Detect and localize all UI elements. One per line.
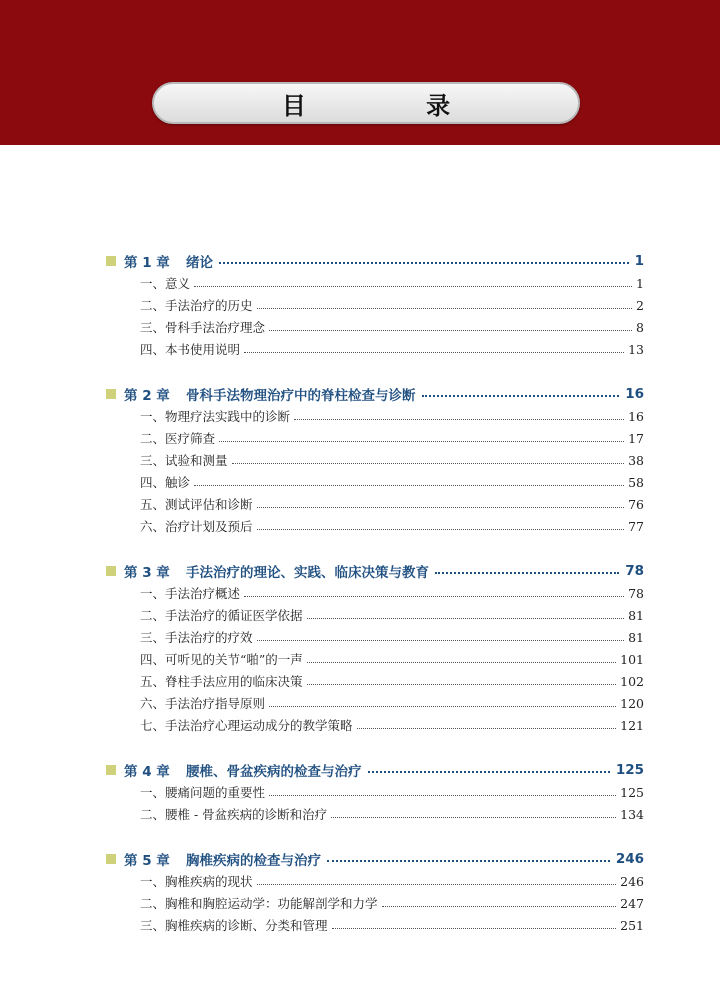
section-title: 一、手法治疗概述 xyxy=(140,586,241,601)
chapter-page-number: 16 xyxy=(625,386,644,402)
section-entry[interactable] xyxy=(88,648,644,670)
section-page-number: 17 xyxy=(628,430,644,446)
section-title: 二、手法治疗的历史 xyxy=(140,298,253,313)
dot-leader xyxy=(332,928,617,929)
section-entry[interactable] xyxy=(88,471,644,493)
section-entry[interactable] xyxy=(88,803,644,825)
chapter-title: 骨科手法物理治疗中的脊柱检查与诊断 xyxy=(186,388,416,404)
section-entry[interactable] xyxy=(88,493,644,515)
section-page-number: 81 xyxy=(628,629,644,645)
section-page-number: 1 xyxy=(636,275,644,291)
section-entry[interactable] xyxy=(88,870,644,892)
section-page-number: 77 xyxy=(628,518,644,534)
section-title: 四、触诊 xyxy=(140,475,191,490)
section-entry[interactable] xyxy=(88,338,644,360)
section-title: 三、手法治疗的疗效 xyxy=(140,630,253,645)
section-entry[interactable] xyxy=(88,449,644,471)
section-title: 二、手法治疗的循证医学依据 xyxy=(140,608,303,623)
section-entry[interactable] xyxy=(88,914,644,936)
section-page-number: 246 xyxy=(620,873,644,889)
chapter-page-number: 1 xyxy=(634,253,644,269)
section-entry[interactable] xyxy=(88,294,644,316)
section-page-number: 101 xyxy=(620,651,644,667)
chapter-entry[interactable] xyxy=(88,250,644,272)
chapter-entry[interactable] xyxy=(88,848,644,870)
dot-leader xyxy=(219,441,624,442)
chapter-entry[interactable] xyxy=(88,759,644,781)
chapter-bullet-icon xyxy=(106,389,116,399)
section-title: 六、手法治疗指导原则 xyxy=(140,696,266,711)
chapter-title: 绪论 xyxy=(186,255,213,271)
section-title: 四、本书使用说明 xyxy=(140,342,241,357)
dot-leader xyxy=(232,463,625,464)
dot-leader xyxy=(435,572,619,574)
section-page-number: 78 xyxy=(628,585,644,601)
section-entry[interactable] xyxy=(88,582,644,604)
dot-leader xyxy=(219,262,629,264)
title-banner xyxy=(152,82,580,124)
section-title: 二、腰椎 - 骨盆疾病的诊断和治疗 xyxy=(140,807,328,822)
dot-leader xyxy=(257,640,625,641)
dot-leader xyxy=(257,308,633,309)
section-title: 一、意义 xyxy=(140,276,191,291)
section-page-number: 81 xyxy=(628,607,644,623)
chapter-number: 第 4 章 xyxy=(124,764,170,780)
chapter-bullet-icon xyxy=(106,854,116,864)
section-page-number: 125 xyxy=(620,784,644,800)
section-page-number: 121 xyxy=(620,717,644,733)
section-title: 四、可听见的关节“啪”的一声 xyxy=(140,652,303,667)
chapter-title: 手法治疗的理论、实践、临床决策与教育 xyxy=(186,565,429,581)
section-entry[interactable] xyxy=(88,405,644,427)
section-entry[interactable] xyxy=(88,714,644,736)
chapter-gap xyxy=(88,825,644,848)
dot-leader xyxy=(422,395,620,397)
section-page-number: 58 xyxy=(628,474,644,490)
dot-leader xyxy=(327,860,610,862)
section-entry[interactable] xyxy=(88,272,644,294)
chapter-page-number: 78 xyxy=(625,563,644,579)
section-entry[interactable] xyxy=(88,781,644,803)
chapter-page-number: 125 xyxy=(615,762,644,778)
dot-leader xyxy=(194,286,632,287)
section-entry[interactable] xyxy=(88,670,644,692)
section-page-number: 251 xyxy=(620,917,644,933)
dot-leader xyxy=(244,352,624,353)
section-title: 三、胸椎疾病的诊断、分类和管理 xyxy=(140,918,328,933)
section-entry[interactable] xyxy=(88,515,644,537)
dot-leader xyxy=(269,795,616,796)
section-page-number: 2 xyxy=(636,297,644,313)
section-page-number: 13 xyxy=(628,341,644,357)
section-page-number: 16 xyxy=(628,408,644,424)
chapter-bullet-icon xyxy=(106,256,116,266)
section-title: 六、治疗计划及预后 xyxy=(140,519,253,534)
chapter-gap xyxy=(88,736,644,759)
section-title: 二、医疗筛查 xyxy=(140,431,216,446)
table-of-contents xyxy=(88,250,644,936)
section-page-number: 76 xyxy=(628,496,644,512)
chapter-entry[interactable] xyxy=(88,383,644,405)
section-page-number: 8 xyxy=(636,319,644,335)
dot-leader xyxy=(244,596,624,597)
section-entry[interactable] xyxy=(88,427,644,449)
section-title: 五、测试评估和诊断 xyxy=(140,497,253,512)
dot-leader xyxy=(194,485,624,486)
dot-leader xyxy=(307,662,616,663)
dot-leader xyxy=(357,728,617,729)
section-entry[interactable] xyxy=(88,692,644,714)
chapter-entry[interactable] xyxy=(88,560,644,582)
chapter-number: 第 1 章 xyxy=(124,255,170,271)
chapter-gap xyxy=(88,537,644,560)
dot-leader xyxy=(307,684,617,685)
chapter-number: 第 2 章 xyxy=(124,388,170,404)
dot-leader xyxy=(269,706,616,707)
section-title: 五、脊柱手法应用的临床决策 xyxy=(140,674,303,689)
dot-leader xyxy=(331,817,616,818)
section-title: 一、胸椎疾病的现状 xyxy=(140,874,253,889)
section-title: 七、手法治疗心理运动成分的教学策略 xyxy=(140,718,353,733)
section-title: 一、物理疗法实践中的诊断 xyxy=(140,409,291,424)
chapter-page-number: 246 xyxy=(615,851,644,867)
chapter-gap xyxy=(88,360,644,383)
section-entry[interactable] xyxy=(88,892,644,914)
section-title: 二、胸椎和胸腔运动学：功能解剖学和力学 xyxy=(140,896,378,911)
section-entry[interactable] xyxy=(88,604,644,626)
dot-leader xyxy=(382,906,617,907)
chapter-number: 第 5 章 xyxy=(124,853,170,869)
dot-leader xyxy=(307,618,625,619)
section-title: 三、试验和测量 xyxy=(140,453,228,468)
dot-leader xyxy=(269,330,632,331)
section-page-number: 120 xyxy=(620,695,644,711)
page-title: 目 录 xyxy=(281,91,507,120)
section-entry[interactable] xyxy=(88,626,644,648)
section-title: 三、骨科手法治疗理念 xyxy=(140,320,266,335)
chapter-number: 第 3 章 xyxy=(124,565,170,581)
section-page-number: 102 xyxy=(620,673,644,689)
section-entry[interactable] xyxy=(88,316,644,338)
dot-leader xyxy=(257,529,625,530)
section-page-number: 134 xyxy=(620,806,644,822)
dot-leader xyxy=(294,419,624,420)
dot-leader xyxy=(368,771,610,773)
dot-leader xyxy=(257,884,617,885)
section-page-number: 247 xyxy=(620,895,644,911)
chapter-title: 腰椎、骨盆疾病的检查与治疗 xyxy=(186,764,362,780)
dot-leader xyxy=(257,507,625,508)
chapter-title: 胸椎疾病的检查与治疗 xyxy=(186,853,321,869)
section-page-number: 38 xyxy=(628,452,644,468)
chapter-bullet-icon xyxy=(106,765,116,775)
section-title: 一、腰痛问题的重要性 xyxy=(140,785,266,800)
chapter-bullet-icon xyxy=(106,566,116,576)
